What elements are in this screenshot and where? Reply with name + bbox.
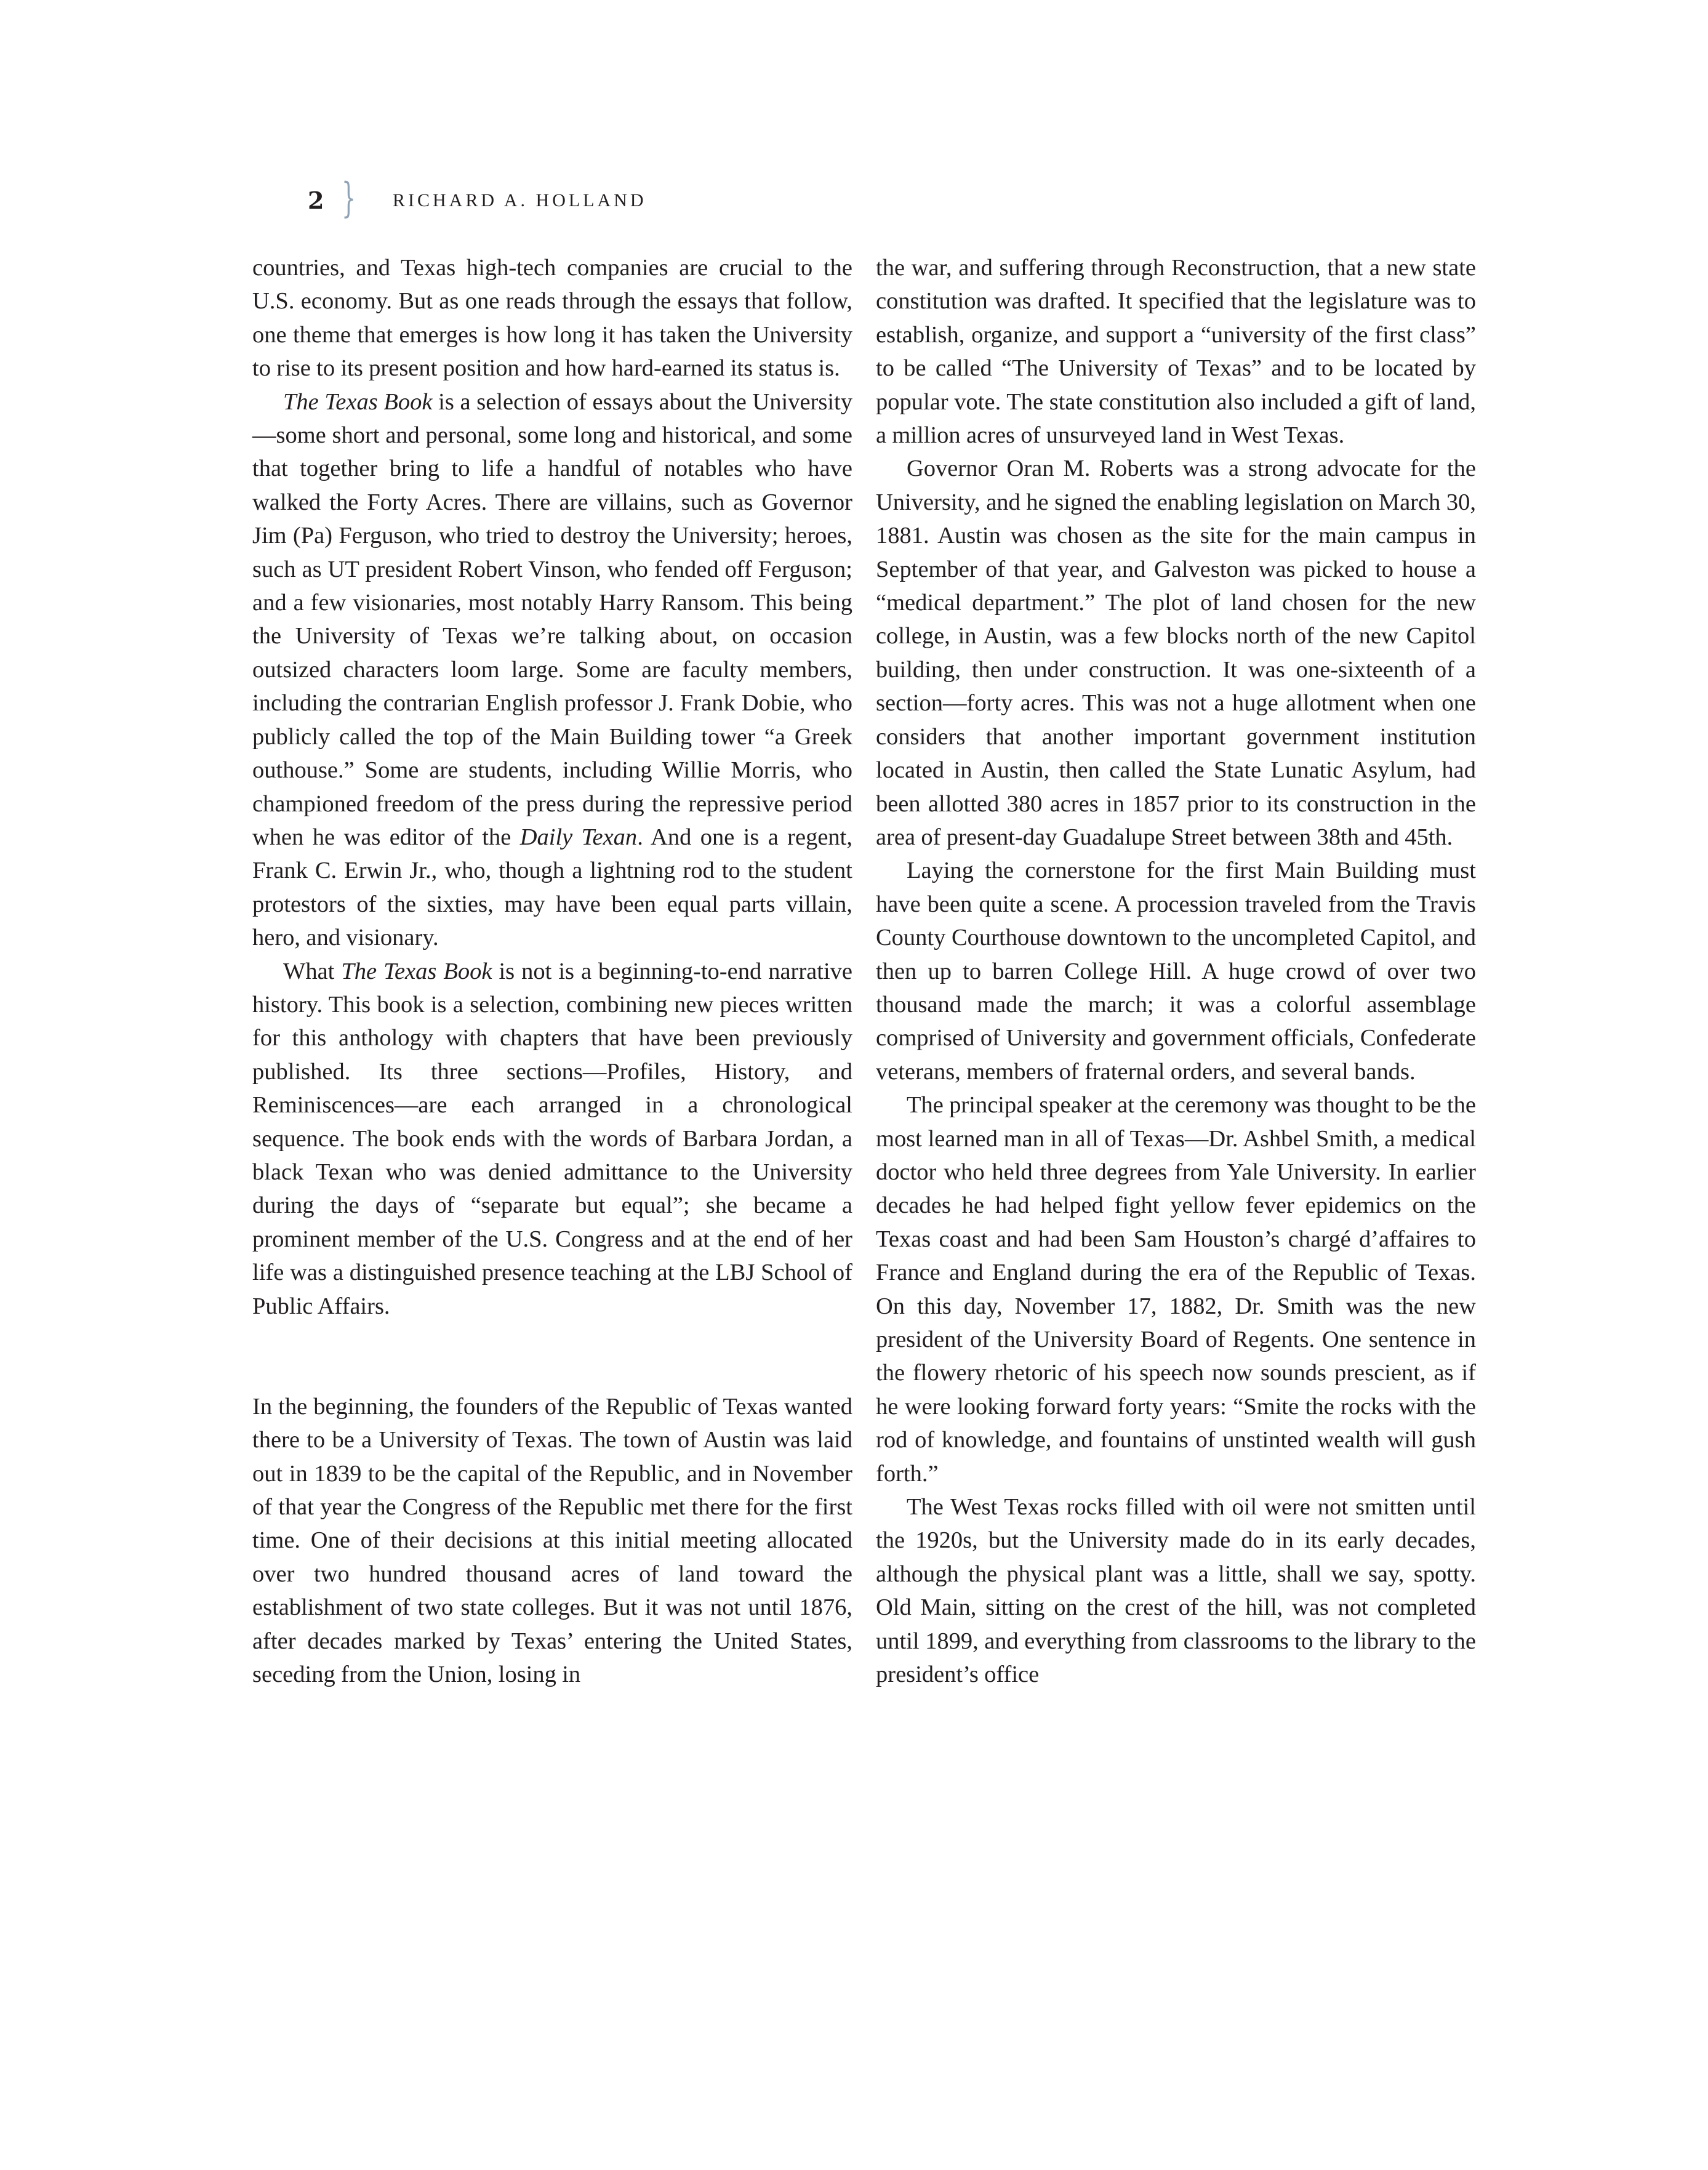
paragraph-text: What bbox=[283, 958, 342, 984]
paragraph-text: is not is a beginning-to-end narrative history. This book is a selection, combining new pieces written for this anthology with chapters that have been previously published. Its three sections—Profiles, History, and Reminiscences—are each arranged in a chronological sequence. The book ends with the words of Barbara Jordan, a black Texan who was denied admittance to the University during the days of “separate but equal”; she became a prominent member of the U.S. Congress and at the end of her life was a distinguished presence teaching at the LBJ School of Public Affairs. bbox=[252, 958, 852, 1319]
section-start-paragraph: In the beginning, the founders of the Republic of Texas wanted there to be a University of Texas. The town of Austin was laid out in 1839 to be the capital of the Republic, and in November of that year the Congress of the Republic met there for the first time. One of their decisions at this initial meeting allocated over two hundred thousand acres of land toward the establishment of two state colleges. But it was not until 1876, after decades marked by Texas’ entering the United States, seceding from the Union, losing in bbox=[252, 1393, 852, 1688]
book-title: The Texas Book bbox=[283, 388, 433, 415]
running-header bbox=[308, 174, 1416, 222]
paragraph-text: . And one is a regent, Frank C. Erwin Jr., who, though a lightning rod to the student protestors of the sixties, may have been equal parts villain, hero, and visionary. bbox=[252, 824, 852, 951]
running-head-author: RICHARD A. HOLLAND bbox=[393, 190, 647, 211]
paragraph: The West Texas rocks filled with oil were not smitten until the 1920s, but the University made do in its early decades, although the physical plant was a little, shall we say, spotty. Old Main, sitting on the crest of the hill, was not completed until 1899, and everything from classrooms to the library to the president’s office bbox=[876, 1494, 1476, 1688]
paragraph: Governor Oran M. Roberts was a strong advocate for the University, and he signed the enabling legislation on March 30, 1881. Austin was chosen as the site for the main campus in September of that year, and Galveston was picked to house a “medical department.” The plot of land chosen for the new college, in Austin, was a few blocks north of the new Capitol building, then under construction. It was one-sixteenth of a section—forty acres. This was not a huge allotment when one considers that another important government institution located in Austin, then called the State Lunatic Asylum, had been allotted 380 acres in 1857 prior to its construction in the area of present-day Guadalupe Street between 38th and 45th. bbox=[876, 456, 1476, 850]
brace-ornament: } bbox=[342, 174, 356, 222]
newspaper-title: Daily Texan bbox=[519, 824, 638, 850]
page-number: 2 bbox=[308, 187, 324, 214]
left-column bbox=[252, 251, 852, 1691]
paragraph bbox=[252, 385, 852, 955]
paragraph: Laying the cornerstone for the first Main Building must have been quite a scene. A procession traveled from the Travis County Courthouse downtown to the uncompleted Capitol, and then up to barren College Hill. A huge crowd of over two thousand made the march; it was a colorful assemblage comprised of University and government officials, Confederate veterans, members of fraternal orders, and several bands. bbox=[876, 858, 1476, 1085]
right-column bbox=[876, 251, 1476, 1691]
paragraph bbox=[252, 955, 852, 1323]
paragraph: countries, and Texas high-tech companies are crucial to the U.S. economy. But as one reads through the essays that follow, one theme that emerges is how long it has taken the University to rise to its present position and how hard-earned its status is. bbox=[252, 255, 852, 382]
book-title: The Texas Book bbox=[341, 958, 492, 984]
paragraph-text: is a selection of essays about the University—some short and personal, some long and historical, and some that together bring to life a handful of notables who have walked the Forty Acres. There are villains, such as Governor Jim (Pa) Ferguson, who tried to destroy the University; heroes, such as UT president Robert Vinson, who fended off Ferguson; and a few visionaries, most notably Harry Ransom. This being the University of Texas we’re talking about, on occasion outsized characters loom large. Some are faculty members, including the contrarian English professor J. Frank Dobie, who publicly called the top of the Main Building tower “a Greek outhouse.” Some are students, including Willie Morris, who championed freedom of the press during the repressive period when he was editor of the bbox=[252, 388, 852, 850]
paragraph: The principal speaker at the ceremony was thought to be the most learned man in all of Texas—Dr. Ashbel Smith, a medical doctor who held three degrees from Yale University. In earlier decades he had helped fight yellow fever epidemics on the Texas coast and had been Sam Houston’s chargé d’affaires to France and England during the era of the Republic of Texas. On this day, November 17, 1882, Dr. Smith was the new president of the University Board of Regents. One sentence in the flowery rhetoric of his speech now sounds prescient, as if he were looking forward forty years: “Smite the rocks with the rod of knowledge, and fountains of unstinted wealth will gush forth.” bbox=[876, 1092, 1476, 1487]
paragraph: the war, and suffering through Reconstruction, that a new state constitution was drafted. It specified that the legislature was to establish, organize, and support a “university of the first class” to be called “The University of Texas” and to be located by popular vote. The state constitution also included a gift of land, a million acres of unsurveyed land in West Texas. bbox=[876, 255, 1476, 449]
